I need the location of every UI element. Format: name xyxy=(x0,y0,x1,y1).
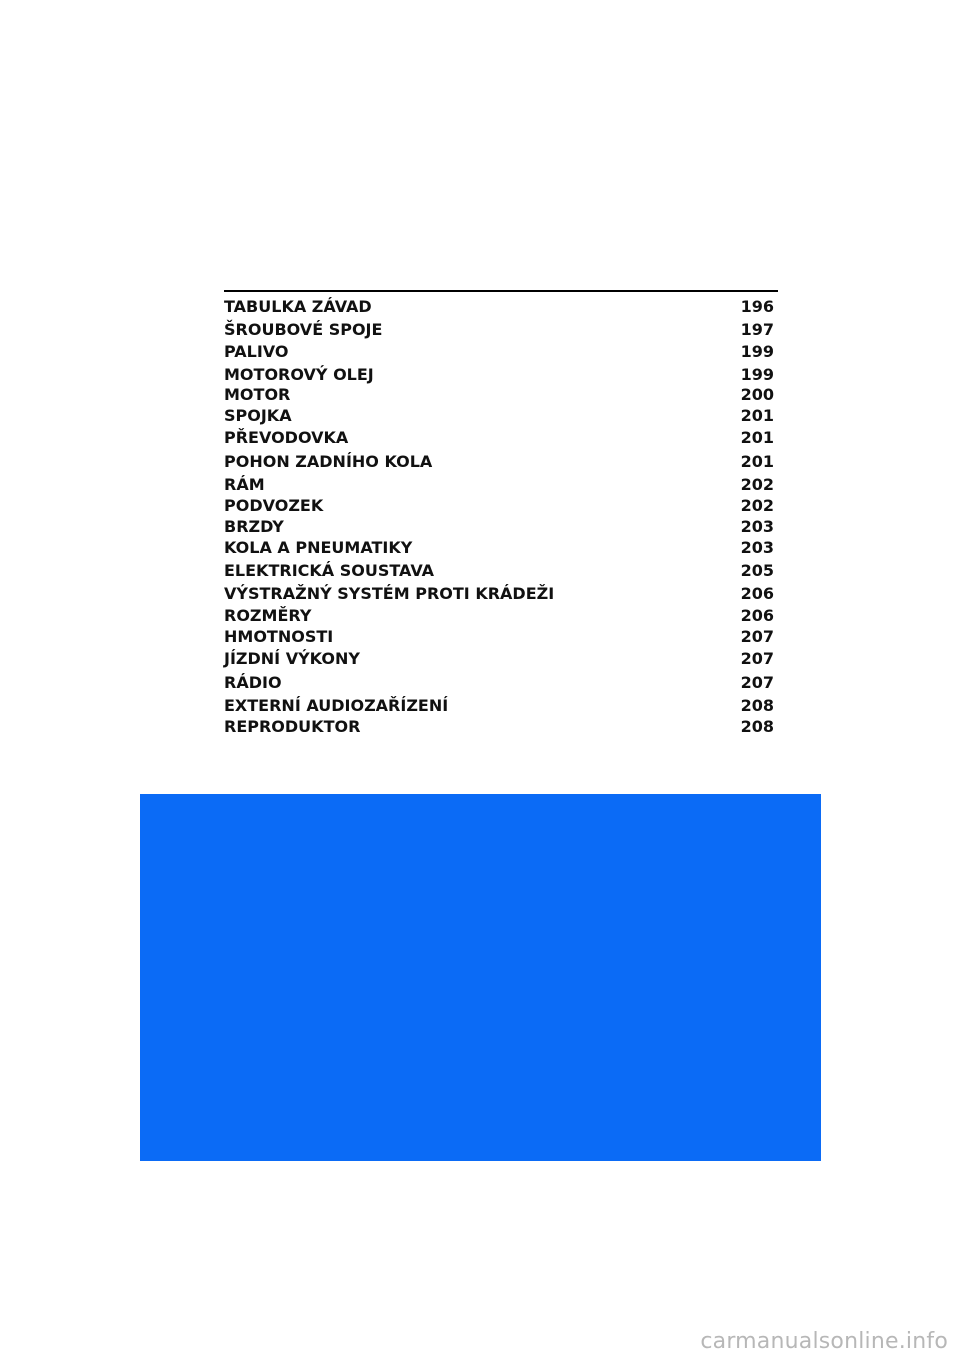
toc-entry-title: RÁM xyxy=(224,474,265,494)
toc-entry-page: 202 xyxy=(740,474,774,494)
toc-entry-title: SPOJKA xyxy=(224,405,292,425)
toc-entry[interactable] xyxy=(224,625,774,647)
toc-entry-title: ŠROUBOVÉ SPOJE xyxy=(224,319,383,339)
toc-entry-title: PALIVO xyxy=(224,341,289,361)
toc-entry-page: 206 xyxy=(740,583,774,603)
toc-entry-title: BRZDY xyxy=(224,516,284,536)
toc-entry-page: 197 xyxy=(740,319,774,339)
toc-entry-title: POHON ZADNÍHO KOLA xyxy=(224,451,433,471)
toc-entry-title: MOTOR xyxy=(224,384,291,404)
toc-entry[interactable] xyxy=(224,363,774,385)
toc-entry-title: TABULKA ZÁVAD xyxy=(224,296,372,316)
toc-entry-title: RÁDIO xyxy=(224,672,282,692)
toc-entry-title: KOLA A PNEUMATIKY xyxy=(224,537,413,557)
toc-entry-page: 207 xyxy=(740,648,774,668)
toc-entry-title: PODVOZEK xyxy=(224,495,324,515)
toc-entry-page: 199 xyxy=(740,341,774,361)
toc-entry[interactable] xyxy=(224,404,774,426)
toc-entry[interactable] xyxy=(224,318,774,340)
toc-entry-title: VÝSTRAŽNÝ SYSTÉM PROTI KRÁDEŽI xyxy=(224,583,555,603)
toc-entry-title: PŘEVODOVKA xyxy=(224,427,349,447)
toc-entry[interactable] xyxy=(224,604,774,626)
toc-entry[interactable] xyxy=(224,715,774,737)
toc-entry-title: JÍZDNÍ VÝKONY xyxy=(224,648,360,668)
toc-entry-page: 200 xyxy=(740,384,774,404)
toc-entry[interactable] xyxy=(224,383,774,405)
toc-entry[interactable] xyxy=(224,494,774,516)
toc-entry[interactable] xyxy=(224,450,774,472)
toc-entry-page: 208 xyxy=(740,695,774,715)
toc-entry[interactable] xyxy=(224,559,774,581)
toc-entry[interactable] xyxy=(224,582,774,604)
toc-entry-page: 203 xyxy=(740,516,774,536)
toc-entry-title: HMOTNOSTI xyxy=(224,626,334,646)
toc-entry[interactable] xyxy=(224,340,774,362)
toc-entry-title: ROZMĚRY xyxy=(224,605,312,625)
toc-entry-page: 196 xyxy=(740,296,774,316)
toc-entry-page: 208 xyxy=(740,716,774,736)
toc-entry-page: 202 xyxy=(740,495,774,515)
toc-entry-page: 203 xyxy=(740,537,774,557)
toc-entry[interactable] xyxy=(224,694,774,716)
toc-entry-page: 207 xyxy=(740,626,774,646)
toc-entry-title: EXTERNÍ AUDIOZAŘÍZENÍ xyxy=(224,695,449,715)
toc-entry[interactable] xyxy=(224,536,774,558)
blue-color-panel xyxy=(140,794,821,1161)
toc-entry[interactable] xyxy=(224,473,774,495)
toc-entry-page: 205 xyxy=(740,560,774,580)
toc-entry[interactable] xyxy=(224,647,774,669)
toc-entry-title: REPRODUKTOR xyxy=(224,716,361,736)
toc-entry[interactable] xyxy=(224,515,774,537)
toc-top-rule xyxy=(224,290,778,292)
toc-entry-page: 201 xyxy=(740,427,774,447)
toc-entry[interactable] xyxy=(224,295,774,317)
toc-entry-title: MOTOROVÝ OLEJ xyxy=(224,364,374,384)
toc-entry-page: 199 xyxy=(740,364,774,384)
toc-entry-title: ELEKTRICKÁ SOUSTAVA xyxy=(224,560,435,580)
toc-entry-page: 207 xyxy=(740,672,774,692)
toc-entry-page: 201 xyxy=(740,405,774,425)
toc-entry[interactable] xyxy=(224,426,774,448)
watermark: carmanualsonline.info xyxy=(700,1329,948,1354)
toc-entry[interactable] xyxy=(224,671,774,693)
toc-entry-page: 201 xyxy=(740,451,774,471)
toc-entry-page: 206 xyxy=(740,605,774,625)
